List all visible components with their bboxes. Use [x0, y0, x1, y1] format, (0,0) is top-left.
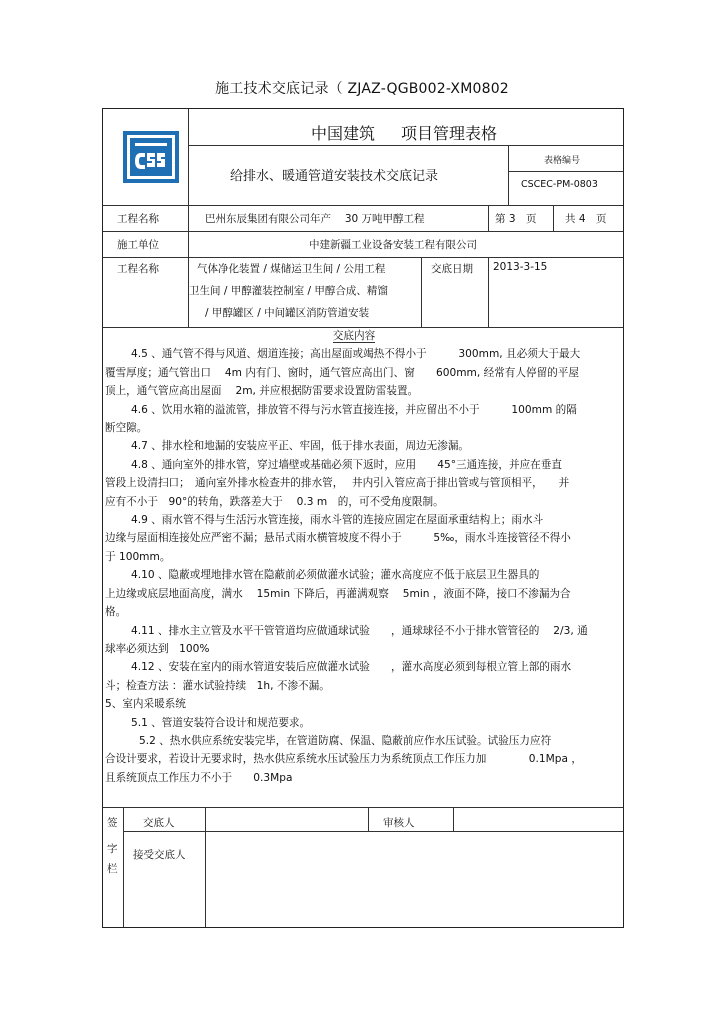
row-divider	[103, 205, 623, 206]
company-name: 中国建筑	[311, 124, 376, 143]
content-line: 5.2 、热水供应系统安装完毕，在管道防腐、保温、隐蔽前应作水压试验。试验压力应符	[139, 734, 552, 747]
content-line: 4.5 、通气管不得与风道、烟道连接；高出屋面或竭热不得小于 300mm, 且必须大于最大	[131, 348, 581, 361]
content-line: 合设计要求，若设计无要求时，热水供应系统水压试验压力为系统顶点工作压力加 0.1Mpa ，	[105, 753, 582, 766]
content-line: 应有不小于 90°的转角，跌落差大于 0.3 m 的，可不受角度限制。	[105, 495, 444, 508]
signature-column-label: 栏	[107, 863, 118, 875]
total-pages: 共 4 页	[565, 213, 607, 225]
signature-column-label: 字	[107, 843, 118, 855]
signature-column-label: 签	[107, 817, 118, 829]
signature-divider	[368, 807, 369, 831]
content-line: 斗；检查方法 ：灌水试验持续 1h, 不渗不漏。	[105, 679, 330, 692]
header-divider-number	[508, 145, 509, 205]
subproject-line: 卫生间 / 甲醇灌装控制室 / 甲醇合成、精馏	[189, 285, 388, 297]
subproject-line: / 甲醇罐区 / 中间罐区消防管道安装	[205, 307, 370, 319]
disclosure-content	[103, 327, 625, 787]
content-line: 4.10 、隐蔽或埋地排水管在隐蔽前必须做灌水试验；灌水高度应不低于底层卫生器具的	[131, 569, 540, 582]
row-divider	[103, 807, 623, 808]
content-line: 格。	[105, 606, 127, 619]
header-divider-number-row	[508, 171, 623, 172]
page-column-divider	[488, 205, 489, 231]
section-title-text: 交底内容	[332, 330, 376, 342]
signature-label-divider	[123, 807, 124, 927]
content-line: 4.12 、安装在室内的雨水管道安装后应做灌水试验 ，灌水高度必须到每根立管上部的雨水	[131, 661, 572, 674]
constructor-label: 施工单位	[117, 239, 159, 251]
content-line: 边缘与屋面相连接处应严密不漏；悬吊式雨水横管坡度不得小于 5‰，雨水斗连接管径不得小	[105, 532, 571, 545]
company-title	[311, 121, 497, 144]
project-name-label: 工程名称	[117, 213, 159, 225]
cscec-logo-icon	[123, 131, 179, 183]
form-name: 给排水、暖通管道安装技术交底记录	[230, 169, 439, 184]
signature-divider	[205, 807, 206, 831]
row-divider	[103, 257, 623, 258]
reviewer-label: 审核人	[383, 817, 415, 829]
header-divider-company	[188, 145, 623, 146]
content-line: 4.8 、通向室外的排水管，穿过墙壁或基础必须下返时，应用 45°三通连接，并应在垂直	[131, 458, 562, 471]
content-line: 5、室内采暖系统	[105, 698, 186, 711]
content-line: 4.11 、排水主立管及水平干管管道均应做通球试验 ，通球球径不小于排水管管径的 2/3, 通	[131, 624, 588, 637]
disclosure-form	[102, 108, 624, 928]
constructor-value: 中建新疆工业设备安装工程有限公司	[309, 239, 477, 251]
document-title: 施工技术交底记录（ ZJAZ-QGB002-XM0802	[215, 81, 509, 97]
content-section-title	[85, 327, 623, 345]
subproject-label: 工程名称	[117, 263, 159, 275]
date-label: 交底日期	[431, 263, 473, 275]
content-line: 顶上，通气管应高出屋面 2m, 并应根据防雷要求设置防雷装置。	[105, 385, 419, 398]
page-column-divider-2	[553, 205, 554, 231]
header-divider-logo	[188, 109, 189, 205]
submitter-label: 交底人	[143, 817, 175, 829]
row-divider	[123, 831, 623, 832]
date-column-divider-2	[488, 257, 489, 327]
content-line: 4.9 、雨水管不得与生活污水管连接，雨水斗管的连接应固定在屋面承重结构上；雨水斗	[131, 514, 544, 527]
content-line: 上边缘或底层地面高度，满水 15min 下降后，再灌满观察 5min ，液面不降，接口不渗漏为合	[105, 587, 571, 600]
content-line: 管段上设清扫口； 通向室外排水检查井的排水管， 井内引入管应高于排出管或与管顶相平， 并	[105, 477, 570, 490]
content-line: 球率必须达到 100%	[105, 642, 210, 655]
project-name-value: 巴州东辰集团有限公司年产 30 万吨甲醇工程	[205, 213, 425, 225]
content-line: 4.7 、排水栓和地漏的安装应平正、牢固，低于排水表面，周边无渗漏。	[131, 440, 470, 453]
page-number: 第 3 页	[495, 213, 537, 225]
receiver-label: 接受交底人	[133, 849, 186, 861]
date-column-divider	[421, 257, 422, 327]
date-value: 2013-3-15	[493, 261, 548, 273]
row-divider	[103, 231, 623, 232]
form-number: CSCEC-PM-0803	[521, 179, 598, 190]
signature-divider	[453, 807, 454, 831]
content-line: 于 100mm。	[105, 550, 171, 563]
form-number-label: 表格编号	[544, 156, 581, 166]
content-line: 且系统顶点工作压力不小于 0.3Mpa	[105, 771, 293, 784]
company-subtitle: 项目管理表格	[401, 124, 498, 143]
content-line: 断空隙。	[105, 422, 148, 435]
signature-divider	[205, 831, 206, 927]
subproject-line: 气体净化装置 / 煤储运卫生间 / 公用工程	[197, 263, 386, 275]
content-line: 覆雪厚度；通气管出口 4m 内有门、窗时，通气管应高出门、窗 600mm, 经常有人停留的平屋	[105, 366, 579, 379]
label-column-divider	[188, 205, 189, 327]
content-line: 5.1 、管道安装符合设计和规范要求。	[131, 716, 311, 729]
content-line: 4.6 、饮用水箱的溢流管，排放管不得与污水管直接连接，并应留出不小于 100mm 的隔	[131, 403, 577, 416]
